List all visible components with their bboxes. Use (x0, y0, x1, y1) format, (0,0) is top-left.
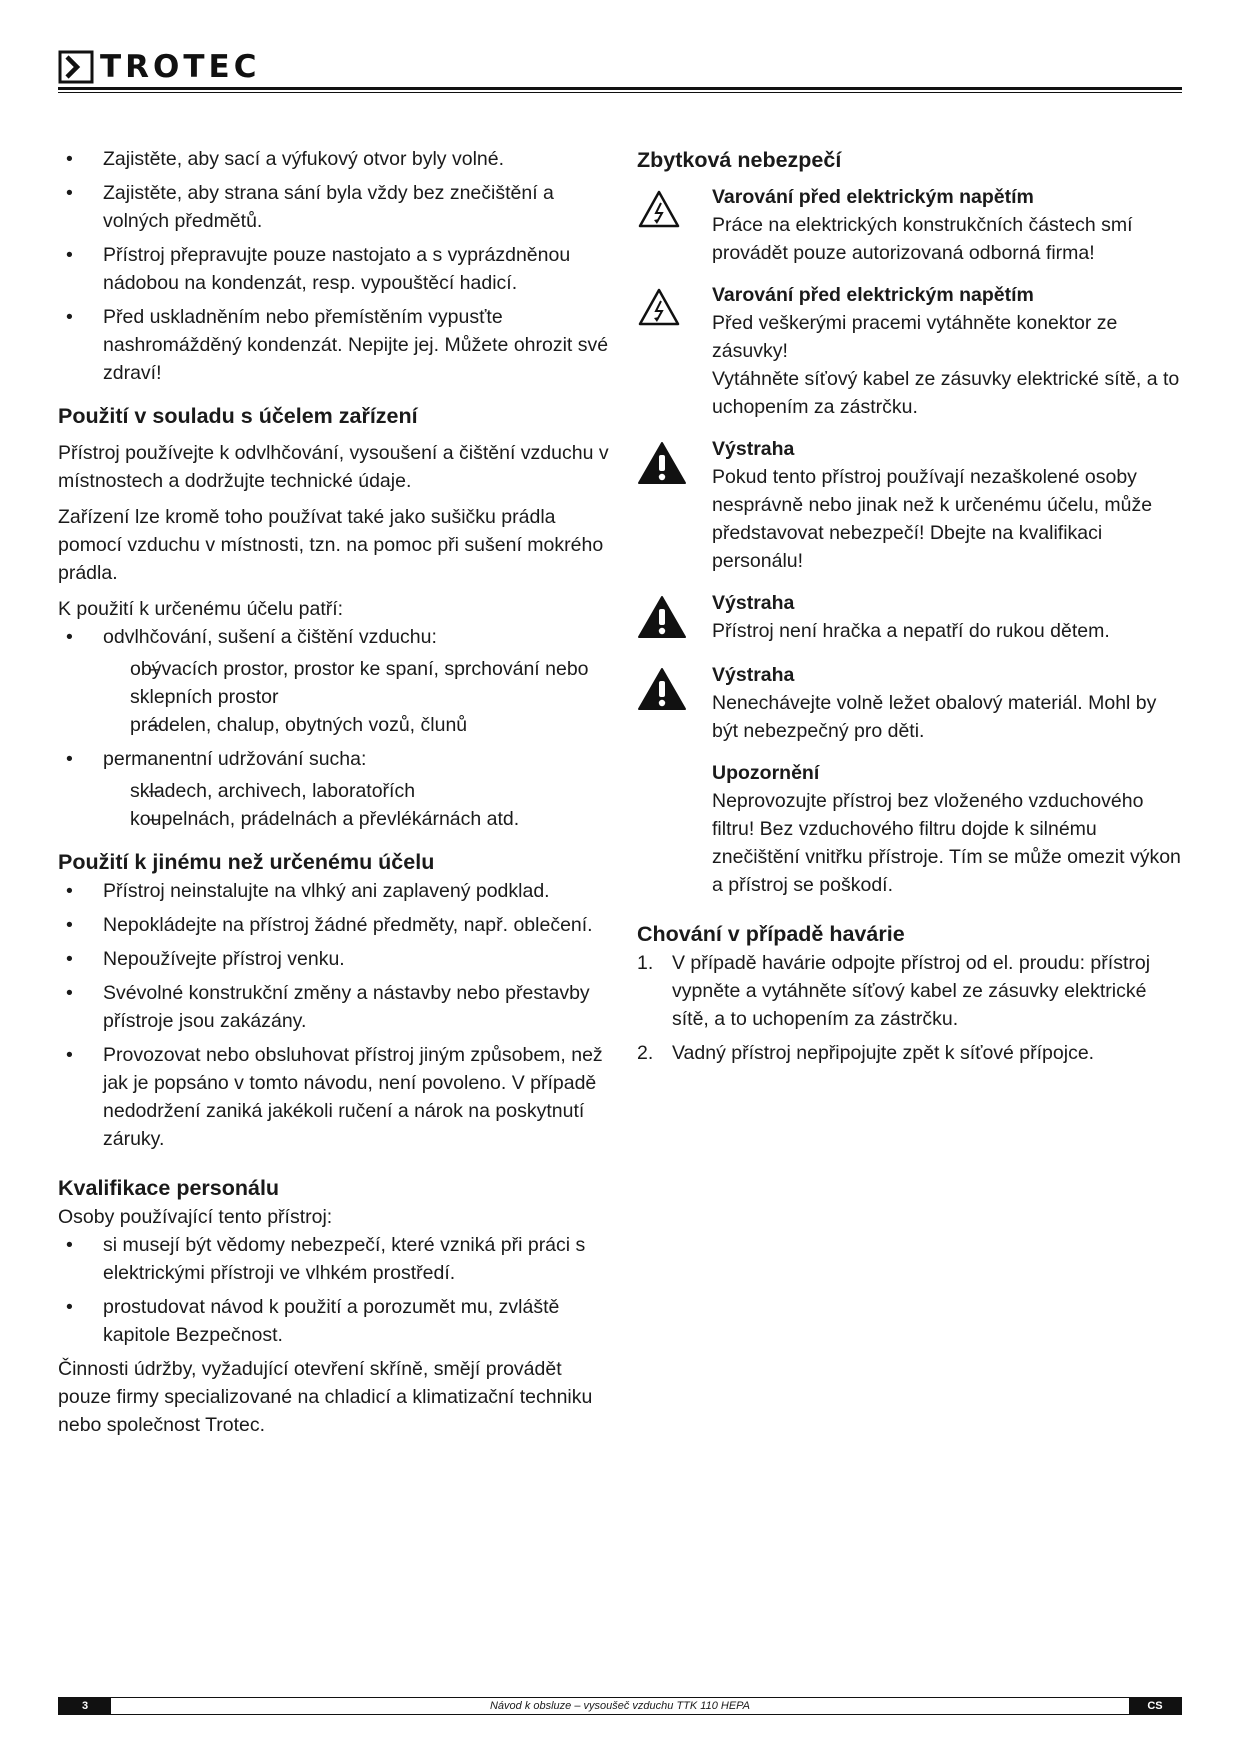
list-item: • prostudovat návod k použití a porozumět mu, zvláště kapitole Bezpečnost. (58, 1293, 613, 1349)
warning-text: Nenechávejte volně ležet obalový materiál. Mohl by být nebezpečný pro děti. (712, 692, 1157, 742)
trotec-logo (58, 50, 260, 84)
notice-block (637, 759, 1182, 899)
header-rule (58, 87, 1182, 90)
right-column (637, 145, 1182, 1073)
warning-block (637, 589, 1182, 647)
sub-list-item: – obývacích prostor, prostor ke spaní, sprchování nebo sklepních prostor (103, 655, 613, 711)
sub-list (103, 777, 613, 833)
list-item: • Nepokládejte na přístroj žádné předměty, např. oblečení. (58, 911, 613, 939)
intended-use-list (58, 623, 613, 833)
list-item: • Přístroj neinstalujte na vlhký ani zaplavený podklad. (58, 877, 613, 905)
sub-list-item: – prádelen, chalup, obytných vozů, člunů (103, 711, 613, 739)
list-item: • Zajistěte, aby strana sání byla vždy bez znečištění a volných předmětů. (58, 179, 613, 235)
list-item: • Zajistěte, aby sací a výfukový otvor byly volné. (58, 145, 613, 173)
warning-block (637, 281, 1182, 421)
warning-title: Výstraha (712, 438, 795, 460)
notice-title: Upozornění (712, 762, 820, 784)
header-rule-thin (58, 92, 1182, 93)
step-item: 1. V případě havárie odpojte přístroj od el. proudu: přístroj vypněte a vytáhněte síťový kabel ze zásuvky elektrické sítě, a to uchopením za zástrčku. (637, 952, 1151, 1030)
list-item: • Svévolné konstrukční změny a nástavby nebo přestavby přístroje jsou zakázány. (58, 979, 613, 1035)
warning-icon (637, 595, 687, 639)
list-item: • permanentní udržování sucha: – skladech, archivech, laboratořích – koupelnách, prádelnách a převlékárnách atd. (58, 745, 613, 833)
logo-text: TROTEC (100, 49, 261, 85)
warning-icon (637, 441, 687, 485)
electric-hazard-icon (637, 287, 681, 327)
list-item: • Před uskladněním nebo přemístěním vypusťte nashromážděný kondenzát. Nepijte jej. Můžete ohrozit své zdraví! (58, 303, 613, 387)
list-item: • odvlhčování, sušení a čištění vzduchu: – obývacích prostor, prostor ke spaní, sprchování nebo sklepních prostor – prádelen, chalup, obytných vozů, člunů (58, 623, 613, 739)
trotec-chevron-icon (58, 50, 94, 84)
list-item: • Nepoužívejte přístroj venku. (58, 945, 613, 973)
paragraph: Činnosti údržby, vyžadující otevření skříně, smějí provádět pouze firmy specializované na chladicí a klimatizační techniku nebo společnost Trotec. (58, 1358, 593, 1436)
warning-text: Před veškerými pracemi vytáhněte konektor ze zásuvky! (712, 312, 1118, 362)
misuse-list (58, 877, 613, 1153)
paragraph: K použití k určenému účelu patří: (58, 598, 344, 620)
warning-text: Vytáhněte síťový kabel ze zásuvky elektrické sítě, a to uchopením za zástrčku. (712, 368, 1180, 418)
warning-title: Výstraha (712, 592, 795, 614)
section-heading-accident: Chování v případě havárie (637, 922, 905, 946)
step-item: 2. Vadný přístroj nepřipojujte zpět k síťové přípojce. (637, 1042, 1095, 1064)
paragraph: Osoby používající tento přístroj: (58, 1206, 333, 1228)
warning-block (637, 183, 1182, 267)
warning-text: Přístroj není hračka a nepatří do rukou dětem. (712, 620, 1110, 642)
section-heading-misuse: Použití k jinému než určenému účelu (58, 850, 435, 874)
paragraph: Přístroj používejte k odvlhčování, vysoušení a čištění vzduchu v místnostech a dodržujte technické údaje. (58, 442, 609, 492)
sub-list-item: – skladech, archivech, laboratořích (103, 777, 613, 805)
qualification-list (58, 1231, 613, 1349)
warning-block (637, 435, 1182, 575)
warning-text: Pokud tento přístroj používají nezaškolené osoby nesprávně nebo jinak než k určenému účelu, může představovat nebezpečí! Dbejte na kvalifikaci personálu! (712, 466, 1153, 572)
page-footer (58, 1697, 1182, 1715)
intro-bullet-list (58, 145, 613, 387)
notice-text: Neprovozujte přístroj bez vloženého vzduchového filtru! Bez vzduchového filtru dojde k silnému znečištění vnitřku přístroje. Tím se může omezit výkon a přístroj se poškodí. (712, 790, 1181, 896)
warning-title: Varování před elektrickým napětím (712, 186, 1034, 208)
section-heading-intended-use: Použití v souladu s účelem zařízení (58, 404, 418, 428)
sub-list (103, 655, 613, 739)
section-heading-qualification: Kvalifikace personálu (58, 1176, 280, 1200)
warning-icon (637, 667, 687, 711)
warning-title: Výstraha (712, 664, 795, 686)
list-item: • si musejí být vědomy nebezpečí, které vzniká při práci s elektrickými přístroji ve vlhkém prostředí. (58, 1231, 613, 1287)
warning-title: Varování před elektrickým napětím (712, 284, 1034, 306)
accident-steps (637, 949, 1182, 1067)
sub-list-item: – koupelnách, prádelnách a převlékárnách atd. (103, 805, 613, 833)
left-column (58, 145, 613, 1439)
list-item: • Přístroj přepravujte pouze nastojato a s vyprázdněnou nádobou na kondenzát, resp. vypouštěcí hadicí. (58, 241, 613, 297)
warning-text: Práce na elektrických konstrukčních částech smí provádět pouze autorizovaná odborná firma! (712, 214, 1133, 264)
language-badge: CS (1129, 1698, 1181, 1714)
list-item: • Provozovat nebo obsluhovat přístroj jiným způsobem, než jak je popsáno v tomto návodu, není povoleno. V případě nedodržení zaniká jakékoli ručení a nárok na poskytnutí záruky. (58, 1041, 613, 1153)
paragraph: Zařízení lze kromě toho používat také jako sušičku prádla pomocí vzduchu v místnosti, tzn. na pomoc při sušení mokrého prádla. (58, 506, 604, 584)
footer-title: Návod k obsluze – vysoušeč vzduchu TTK 110 HEPA (489, 1700, 751, 1712)
section-heading-residual: Zbytková nebezpečí (637, 148, 842, 172)
page-number: 3 (59, 1698, 111, 1714)
warning-block (637, 661, 1182, 745)
electric-hazard-icon (637, 189, 681, 229)
